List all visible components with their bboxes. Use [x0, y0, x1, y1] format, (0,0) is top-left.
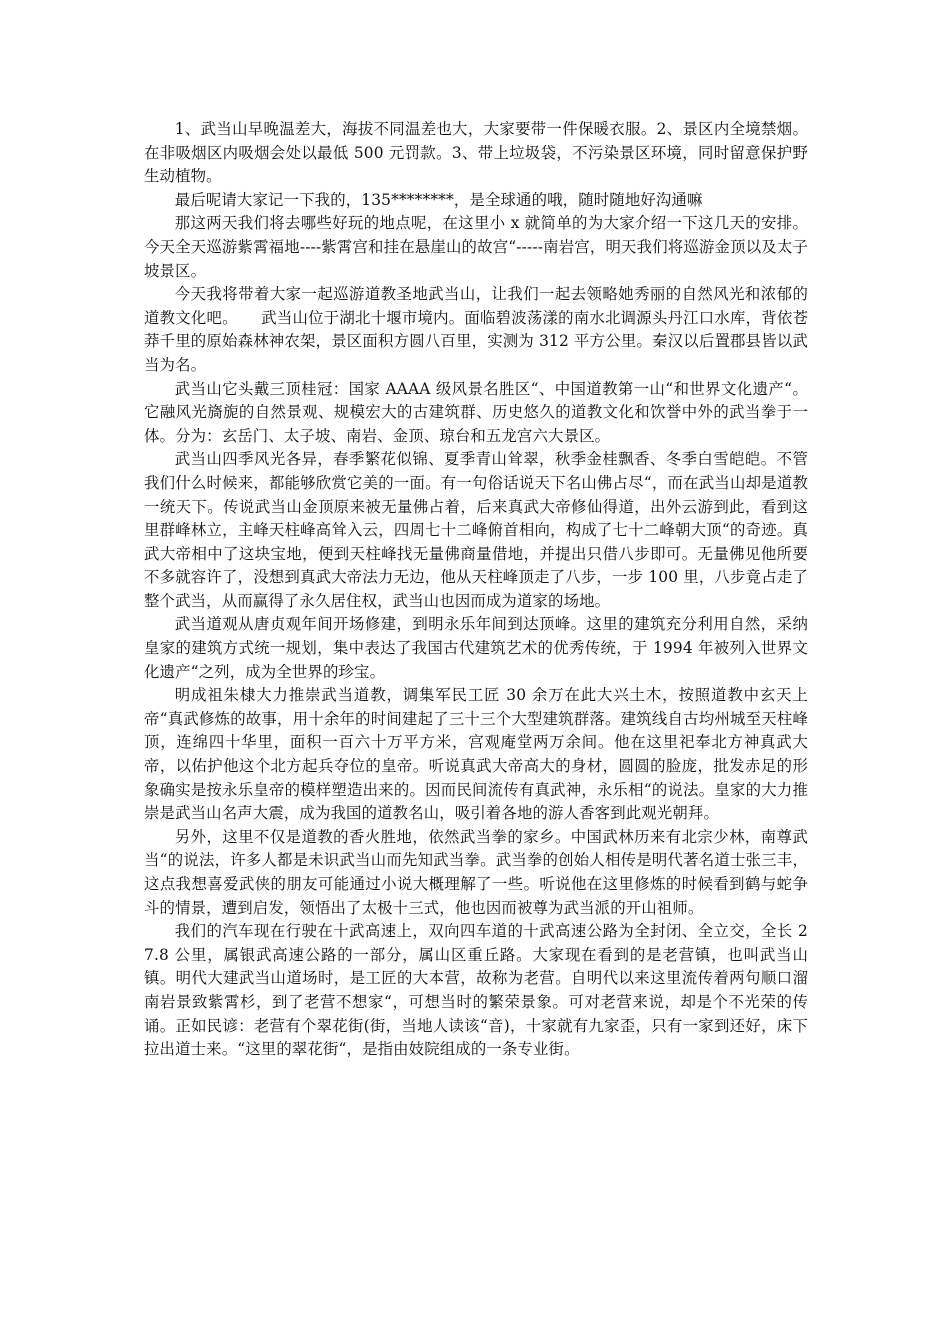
paragraph-3: 那这两天我们将去哪些好玩的地点呢，在这里小 x 就简单的为大家介绍一下这几天的安排。今天全天巡游紫霄福地----紫霄宫和挂在悬崖山的故宫“-----南岩宫，明天我们将巡游金顶以及太子坡景区。	[144, 214, 808, 280]
paragraph-7: 武当道观从唐贞观年间开场修建，到明永乐年间到达顶峰。这里的建筑充分利用自然，采纳皇家的建筑方式统一规划，集中表达了我国古代建筑艺术的优秀传统，于 1994 年被列入世界文化遗产“之列，成为全世界的珍宝。	[144, 615, 808, 681]
paragraph-4: 今天我将带着大家一起巡游道教圣地武当山，让我们一起去领略她秀丽的自然风光和浓郁的道教文化吧。 武当山位于湖北十堰市境内。面临碧波荡漾的南水北调源头丹江口水库，背依苍莽千里的原始森林神农架，景区面积方圆八百里，实测为 312 平方公里。秦汉以后置郡县皆以武当为名。	[144, 285, 808, 374]
paragraph-8: 明成祖朱棣大力推崇武当道教，调集军民工匠 30 余万在此大兴土木，按照道教中玄天上帝“真武修炼的故事，用十余年的时间建起了三十三个大型建筑群落。建筑线自古均州城至天柱峰顶，连绵四十华里，面积一百六十万平方米，宫观庵堂两万余间。他在这里祀奉北方神真武大帝，以佑护他这个北方起兵夺位的皇帝。听说真武大帝高大的身材，圆圆的脸庞，批发赤足的形象确实是按永乐皇帝的模样塑造出来的。因而民间流传有真武神，永乐相“的说法。皇家的大力推崇是武当山名声大震，成为我国的道教名山，吸引着各地的游人香客到此观光朝拜。	[144, 686, 808, 823]
paragraph-1: 1、武当山早晚温差大，海拔不同温差也大，大家要带一件保暖衣服。2、景区内全境禁烟。在非吸烟区内吸烟会处以最低 500 元罚款。3、带上垃圾袋，不污染景区环境，同时留意保护野生动植物。	[144, 120, 808, 186]
paragraph-10: 我们的汽车现在行驶在十武高速上，双向四车道的十武高速公路为全封闭、全立交，全长 27.8 公里，属银武高速公路的一部分，属山区重丘路。大家现在看到的是老营镇，也叫武当山镇。明代大建武当山道场时，是工匠的大本营，故称为老营。自明代以来这里流传着两句顺口溜南岩景致紫霄杉，到了老营不想家“，可想当时的繁荣景象。可对老营来说，却是个不光荣的传诵。正如民谚：老营有个翠花街(街，当地人读该“音)，十家就有九家歪，只有一家到还好，床下拉出道士来。“这里的翠花街“，是指由妓院组成的一条专业街。	[144, 922, 808, 1059]
document-page	[144, 118, 808, 1062]
paragraph-2: 最后呢请大家记一下我的，135********，是全球通的哦，随时随地好沟通嘛	[174, 190, 703, 209]
paragraph-9: 另外，这里不仅是道教的香火胜地，依然武当拳的家乡。中国武林历来有北宗少林，南尊武当“的说法，许多人都是未识武当山而先知武当拳。武当拳的创始人相传是明代著名道士张三丰，这点我想喜爱武侠的朋友可能通过小说大概理解了一些。听说他在这里修炼的时候看到鹤与蛇争斗的情景，遭到启发，领悟出了太极十三式，他也因而被尊为武当派的开山祖师。	[144, 827, 808, 917]
paragraph-6: 武当山四季风光各异，春季繁花似锦、夏季青山耸翠，秋季金桂飘香、冬季白雪皑皑。不管我们什么时候来，都能够欣赏它美的一面。有一句俗话说天下名山佛占尽“，而在武当山却是道教一统天下。传说武当山金顶原来被无量佛占着，后来真武大帝修仙得道，出外云游到此，看到这里群峰林立，主峰天柱峰高耸入云，四周七十二峰俯首相向，构成了七十二峰朝大顶“的奇迹。真武大帝相中了这块宝地，便到天柱峰找无量佛商量借地，并提出只借八步即可。无量佛见他所要不多就容许了，没想到真武大帝法力无边，他从天柱峰顶走了八步，一步 100 里，八步竟占走了整个武当，从而赢得了永久居住权，武当山也因而成为道家的场地。	[144, 450, 808, 610]
paragraph-5: 武当山它头戴三顶桂冠：国家 AAAA 级风景名胜区“、中国道教第一山“和世界文化遗产“。它融风光旖旎的自然景观、规模宏大的古建筑群、历史悠久的道教文化和饮誉中外的武当拳于一体。分为：玄岳门、太子坡、南岩、金顶、琼台和五龙宫六大景区。	[144, 379, 808, 445]
